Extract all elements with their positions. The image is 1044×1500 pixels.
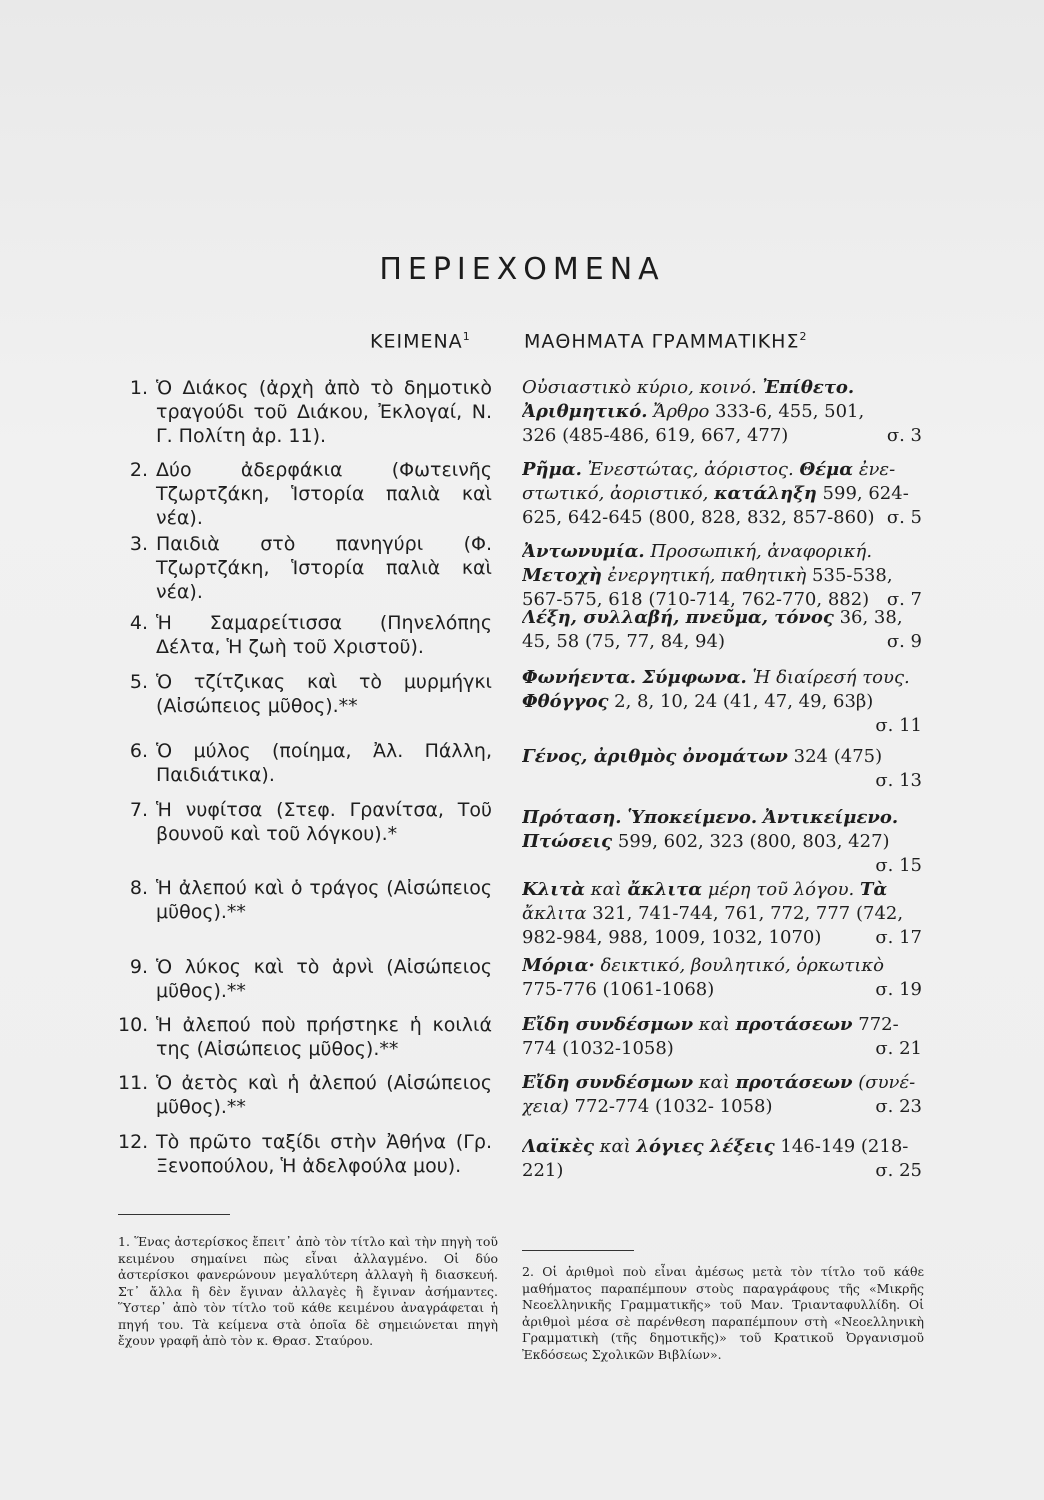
grammar-entry <box>522 1013 922 1061</box>
grammar-entry-line: 775-776 (1061-1068) σ. 19 <box>522 979 922 1000</box>
right-heading-footnote-mark: 2 <box>799 330 808 343</box>
grammar-entry <box>522 878 922 950</box>
grammar-entry <box>522 606 922 654</box>
text-entry-number: 12. <box>118 1131 149 1153</box>
grammar-entry-line: 567-575, 618 (710-714, 762-770, 882) σ. 7 <box>522 589 922 610</box>
text-entry-title: Ἡ ἀλεπού ποὺ πρήστηκε ἡ κοιλιά της (Αἰσώπειος μῦθος).** <box>156 1014 492 1060</box>
page-title: ΠΕΡΙΕΧΟΜΕΝΑ <box>379 252 665 287</box>
text-entry-number: 1. <box>129 377 148 399</box>
grammar-entry-line: 774 (1032-1058) σ. 21 <box>522 1038 922 1059</box>
footnote-rule-right <box>522 1250 634 1251</box>
footnote-rule-left <box>118 1214 230 1215</box>
grammar-entry-line: Ἀντωνυμία. Προσωπική, ἀναφορική. <box>522 541 873 562</box>
grammar-entry-line: Μόρια· δεικτικό, βουλητικό, ὁρκωτικὸ <box>522 955 884 976</box>
grammar-entry-line: Πρόταση. Ὑποκείμενο. Ἀντικείμενο. <box>522 807 899 828</box>
text-entry-title: Ὁ ἀετὸς καὶ ἡ ἀλεπού (Αἰσώπειος μῦθος).** <box>156 1072 492 1118</box>
grammar-entry-line: σ. 15 <box>875 855 922 876</box>
grammar-entry-line: 45, 58 (75, 77, 84, 94) σ. 9 <box>522 631 922 652</box>
grammar-entry <box>522 954 922 1002</box>
grammar-entry <box>522 666 922 738</box>
grammar-entry-line: Λέξη, συλλαβή, πνεῦμα, τόνος 36, 38, <box>522 607 903 628</box>
left-heading-footnote-mark: 1 <box>462 330 471 343</box>
footnote-right: 2. Οἱ ἀριθμοὶ ποὺ εἶναι ἀμέσως μετὰ τὸν τίτλο τοῦ κάθε μαθήματος παραπέμπουν στοὺς παραγράφους τῆς «Μικρῆς Νεοελληνικῆς Γραμματικῆς» τοῦ Μαν. Τριανταφυλλίδη. Οἱ ἀριθμοὶ μέσα σὲ παρένθεση παραπέμπουν στὴ «Νεοελληνικὴ Γραμματικὴ (τῆς δημοτικῆς)» τοῦ Κρατικοῦ Ὀργανισμοῦ Ἐκδόσεως Σχολικῶν Βιβλίων». <box>522 1264 924 1362</box>
grammar-entry-line: Εἴδη συνδέσμων καὶ προτάσεων (συνέ- <box>522 1072 916 1093</box>
grammar-entry <box>522 745 922 793</box>
grammar-entry-line: σ. 11 <box>875 715 922 736</box>
footnote-left: 1. Ἕνας ἀστερίσκος ἔπειτ᾽ ἀπὸ τὸν τίτλο καὶ τὴν πηγὴ τοῦ κειμένου σημαίνει πὼς εἶναι ἀλλαγμένο. Οἱ δύο ἀστερίσκοι φανερώνουν μεγαλύτερη ἀλλαγὴ ἢ διασκευή. Στ᾽ ἄλλα ἢ δὲν ἔγιναν ἀλλαγὲς ἢ ἔγιναν ἀσήμαντες. Ὕστερ᾽ ἀπὸ τὸν τίτλο τοῦ κάθε κειμένου ἀναγράφεται ἡ πηγή του. Τὰ κείμενα στὰ ὁποῖα δὲ σημειώνεται πηγὴ ἔχουν γραφῆ ἀπὸ τὸν κ. Θρασ. Σταύρου. <box>118 1234 498 1348</box>
grammar-entry <box>522 1071 922 1119</box>
text-entry-number: 2. <box>129 459 148 481</box>
grammar-entry-line: 982-984, 988, 1009, 1032, 1070) σ. 17 <box>522 927 922 948</box>
text-entry-title: Τὸ πρῶτο ταξίδι στὴν Ἀθήνα (Γρ. Ξενοπούλου, Ἡ ἀδελφούλα μου). <box>156 1131 492 1177</box>
grammar-entry-line: Οὐσιαστικὸ κύριο, κοινό. Ἐπίθετο. <box>522 377 855 398</box>
grammar-entry <box>522 458 922 530</box>
grammar-entry-line: Κλιτὰ καὶ ἄκλιτα μέρη τοῦ λόγου. Τὰ <box>522 879 888 900</box>
text-entry-title: Ὁ λύκος καὶ τὸ ἀρνὶ (Αἰσώπειος μῦθος).** <box>156 956 492 1002</box>
left-heading-text: ΚΕΙΜΕΝΑ <box>370 330 463 353</box>
text-entry-number: 5. <box>129 671 148 693</box>
text-entry-title: Ὁ Διάκος (ἀρχὴ ἀπὸ τὸ δημοτικὸ τραγούδι τοῦ Διάκου, Ἐκλογαί, Ν. Γ. Πολίτη ἀρ. 11). <box>156 377 492 447</box>
text-entry-number: 8. <box>129 877 148 899</box>
grammar-entry-line: Φθόγγος 2, 8, 10, 24 (41, 47, 49, 63β) <box>522 691 874 712</box>
text-entry-title: Ἡ Σαμαρείτισσα (Πηνελόπης Δέλτα, Ἡ ζωὴ τοῦ Χριστοῦ). <box>156 612 492 658</box>
text-entry-number: 7. <box>129 799 148 821</box>
grammar-entry <box>522 806 922 878</box>
grammar-entry-line: Γένος, ἀριθμὸς ὀνομάτων 324 (475) <box>522 746 883 767</box>
text-entry-title: Ὁ τζίτζικας καὶ τὸ μυρμήγκι (Αἰσώπειος μῦθος).** <box>156 671 492 717</box>
grammar-entry <box>522 1135 922 1183</box>
grammar-entry-line: 221) σ. 25 <box>522 1160 922 1181</box>
grammar-entry-line: Μετοχὴ ἐνεργητική, παθητικὴ 535-538, <box>522 565 893 586</box>
grammar-entry-line: Ἀριθμητικό. Ἄρθρο 333-6, 455, 501, <box>522 401 865 422</box>
grammar-entry-line: 625, 642-645 (800, 828, 832, 857-860) σ. 5 <box>522 507 922 528</box>
text-entry-number: 11. <box>118 1072 149 1094</box>
grammar-entry-line: Πτώσεις 599, 602, 323 (800, 803, 427) <box>522 831 890 852</box>
grammar-entry-line: Λαϊκὲς καὶ λόγιες λέξεις 146-149 (218- <box>522 1136 909 1157</box>
text-entry-number: 9. <box>129 956 148 978</box>
text-entry-title: Παιδιὰ στὸ πανηγύρι (Φ. Τζωρτζάκη, Ἱστορία παλιὰ καὶ νέα). <box>156 533 492 603</box>
text-entry-number: 10. <box>118 1014 149 1036</box>
grammar-entry-line: χεια) 772-774 (1032- 1058) σ. 23 <box>522 1096 922 1117</box>
text-entry-title: Ὁ μύλος (ποίημα, Ἀλ. Πάλλη, Παιδιάτικα). <box>156 740 492 786</box>
text-entry-title: Δύο ἀδερφάκια (Φωτεινῆς Τζωρτζάκη, Ἱστορία παλιὰ καὶ νέα). <box>156 459 492 529</box>
left-column-heading <box>370 330 471 352</box>
text-entry-number: 4. <box>129 612 148 634</box>
text-entry-title: Ἡ νυφίτσα (Στεφ. Γρανίτσα, Τοῦ βουνοῦ καὶ τοῦ λόγκου).* <box>156 799 492 845</box>
grammar-entry-line: Ρῆμα. Ἐνεστώτας, ἀόριστος. Θέμα ἐνε- <box>522 459 896 480</box>
right-column-heading <box>524 330 807 352</box>
grammar-entry-line: ἄκλιτα 321, 741-744, 761, 772, 777 (742, <box>522 903 904 924</box>
grammar-entry-line: στωτικό, ἀοριστικό, κατάληξη 599, 624- <box>522 483 909 504</box>
grammar-entry-line: Φωνήεντα. Σύμφωνα. Ἡ διαίρεσή τους. <box>522 667 910 688</box>
grammar-entry-line: σ. 13 <box>875 770 922 791</box>
grammar-entry-line: Εἴδη συνδέσμων καὶ προτάσεων 772- <box>522 1014 899 1035</box>
grammar-entry <box>522 376 922 448</box>
text-entry-number: 6. <box>129 740 148 762</box>
right-heading-text: ΜΑΘΗΜΑΤΑ ΓΡΑΜΜΑΤΙΚΗΣ <box>524 330 800 353</box>
grammar-entry <box>522 540 922 612</box>
text-entry-number: 3. <box>129 533 148 555</box>
grammar-entry-line: 326 (485-486, 619, 667, 477) σ. 3 <box>522 425 922 446</box>
text-entry-title: Ἡ ἀλεπού καὶ ὁ τράγος (Αἰσώπειος μῦθος).** <box>156 877 492 923</box>
